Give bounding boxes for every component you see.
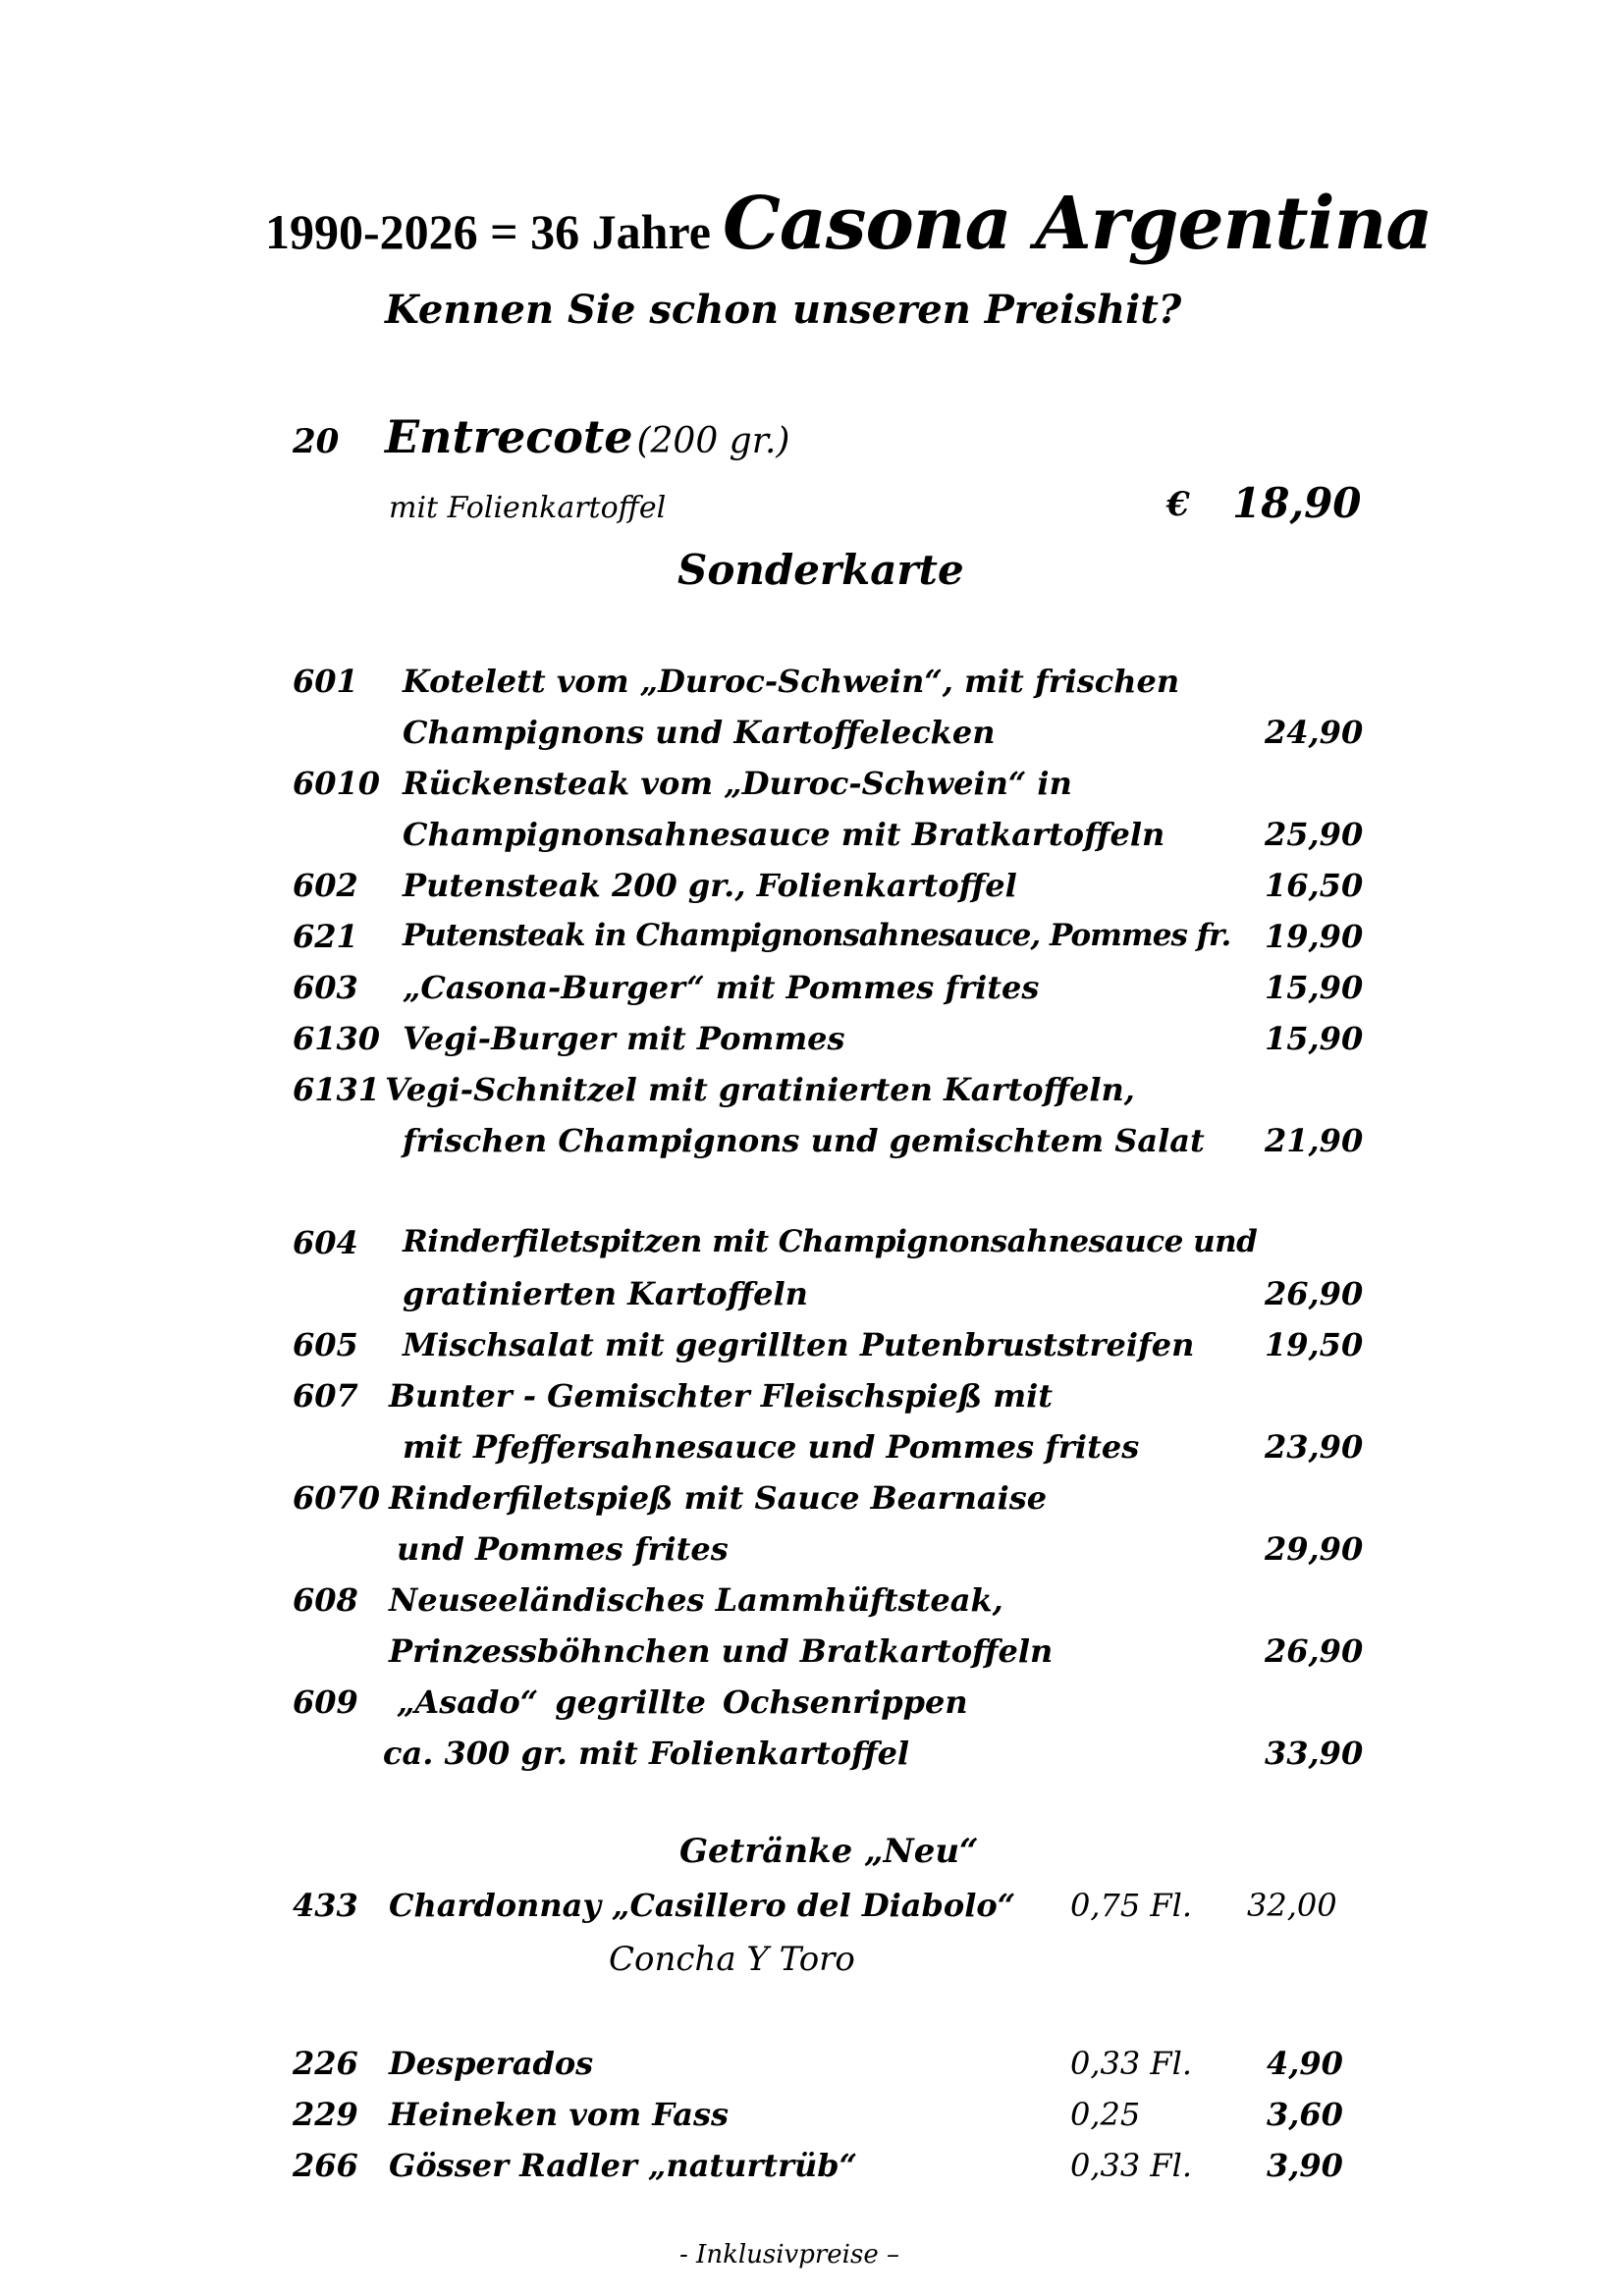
drink-code: 226: [293, 2045, 358, 2082]
preishit-title: [385, 410, 789, 463]
header-line: [265, 182, 1432, 270]
item-price: 26,90: [1265, 1632, 1364, 1670]
item-desc-line1: Mischsalat mit gegrillten Putenbruststreifen: [403, 1326, 1195, 1363]
item-code: 6130: [293, 1020, 381, 1057]
item-desc-line1: Neuseeländisches Lammhüftsteak,: [389, 1581, 1003, 1619]
item-price: 19,50: [1265, 1326, 1364, 1363]
drink-name: Gösser Radler „naturtrüb“: [389, 2147, 858, 2184]
item-desc-line1: Vegi-Burger mit Pommes: [403, 1020, 845, 1057]
preishit-code: 20: [293, 422, 340, 461]
subtitle: Kennen Sie schon unseren Preishit?: [385, 287, 1182, 333]
item-price: 21,90: [1265, 1122, 1364, 1159]
item-code: 6010: [293, 765, 381, 802]
item-desc-line2: ca. 300 gr. mit Folienkartoffel: [383, 1735, 910, 1772]
item-price: 33,90: [1265, 1735, 1364, 1772]
drink-subname: Concha Y Toro: [609, 1940, 855, 1979]
item-desc-line2: Champignons und Kartoffelecken: [403, 714, 996, 751]
preishit-name: Entrecote: [385, 410, 633, 463]
item-price: 24,90: [1265, 714, 1364, 751]
drink-name: Desperados: [389, 2045, 594, 2082]
preishit-side: mit Folienkartoffel: [389, 491, 667, 525]
preishit-weight: (200 gr.): [636, 421, 790, 461]
item-code: 607: [293, 1377, 358, 1415]
item-code: 601: [293, 663, 358, 700]
drink-code: 433: [293, 1887, 358, 1924]
drink-code: 229: [293, 2096, 358, 2133]
drink-volume: 0,75 Fl.: [1070, 1887, 1193, 1924]
item-desc-line2: mit Pfeffersahnesauce und Pommes frites: [403, 1428, 1140, 1466]
item-desc-line1: Bunter - Gemischter Fleischspieß mit: [389, 1377, 1054, 1415]
item-price: 29,90: [1265, 1530, 1364, 1568]
restaurant-name: Casona Argentina: [722, 182, 1433, 266]
item-desc-line1: Putensteak in Champignonsahnesauce, Pommes fr.: [403, 918, 1231, 953]
drink-volume: 0,25: [1070, 2096, 1141, 2133]
item-desc-line1: Rückensteak vom „Duroc-Schwein“ in: [403, 765, 1072, 802]
drink-price: 32,00: [1247, 1887, 1337, 1924]
drink-price: 3,90: [1267, 2147, 1343, 2184]
footer-note: - Inklusivpreise –: [679, 2240, 899, 2269]
item-price: 23,90: [1265, 1428, 1364, 1466]
item-code: 605: [293, 1326, 358, 1363]
item-desc-line2: Champignonsahnesauce mit Bratkartoffeln: [403, 816, 1165, 853]
item-code: 6131: [293, 1071, 381, 1108]
item-price: 26,90: [1265, 1275, 1364, 1312]
drink-price: 4,90: [1267, 2045, 1343, 2082]
getraenke-title: Getränke „Neu“: [679, 1832, 979, 1871]
preishit-price: 18,90: [1232, 479, 1362, 527]
anniversary-text: 1990-2026 = 36 Jahre: [265, 204, 711, 259]
item-code: 621: [293, 918, 358, 955]
preishit-currency: €: [1166, 485, 1190, 524]
drink-name: Heineken vom Fass: [389, 2096, 729, 2133]
item-code: 604: [293, 1224, 358, 1261]
item-desc-line1: Vegi-Schnitzel mit gratinierten Kartoffeln,: [385, 1071, 1135, 1108]
item-price: 16,50: [1265, 867, 1364, 904]
item-code: 609: [293, 1683, 358, 1721]
drink-volume: 0,33 Fl.: [1070, 2045, 1193, 2082]
item-price: 25,90: [1265, 816, 1364, 853]
item-code: 602: [293, 867, 358, 904]
item-price: 15,90: [1265, 1020, 1364, 1057]
item-price: 19,90: [1265, 918, 1364, 955]
item-code: 608: [293, 1581, 358, 1619]
sonderkarte-title: Sonderkarte: [677, 546, 964, 594]
item-code: 603: [293, 969, 358, 1006]
item-code: 6070: [293, 1479, 381, 1517]
drink-price: 3,60: [1267, 2096, 1343, 2133]
item-desc-line1: Rinderfiletspitzen mit Champignonsahnesauce und: [403, 1224, 1258, 1259]
drink-name: Chardonnay „Casillero del Diabolo“: [389, 1887, 1016, 1924]
item-desc-line2: frischen Champignons und gemischtem Salat: [403, 1122, 1205, 1159]
item-desc-line1: Putensteak 200 gr., Folienkartoffel: [403, 867, 1017, 904]
item-desc-line2: Prinzessböhnchen und Bratkartoffeln: [389, 1632, 1054, 1670]
item-desc-line1: Kotelett vom „Duroc-Schwein“, mit frischen: [403, 663, 1180, 700]
item-desc-line1: „Asado“ gegrillte Ochsenrippen: [397, 1683, 968, 1721]
item-desc-line2: und Pommes frites: [397, 1530, 729, 1568]
item-desc-line1: „Casona-Burger“ mit Pommes frites: [403, 969, 1040, 1006]
drink-volume: 0,33 Fl.: [1070, 2147, 1193, 2184]
item-price: 15,90: [1265, 969, 1364, 1006]
drink-code: 266: [293, 2147, 358, 2184]
item-desc-line2: gratinierten Kartoffeln: [403, 1275, 808, 1312]
item-desc-line1: Rinderfiletspieß mit Sauce Bearnaise: [389, 1479, 1048, 1517]
